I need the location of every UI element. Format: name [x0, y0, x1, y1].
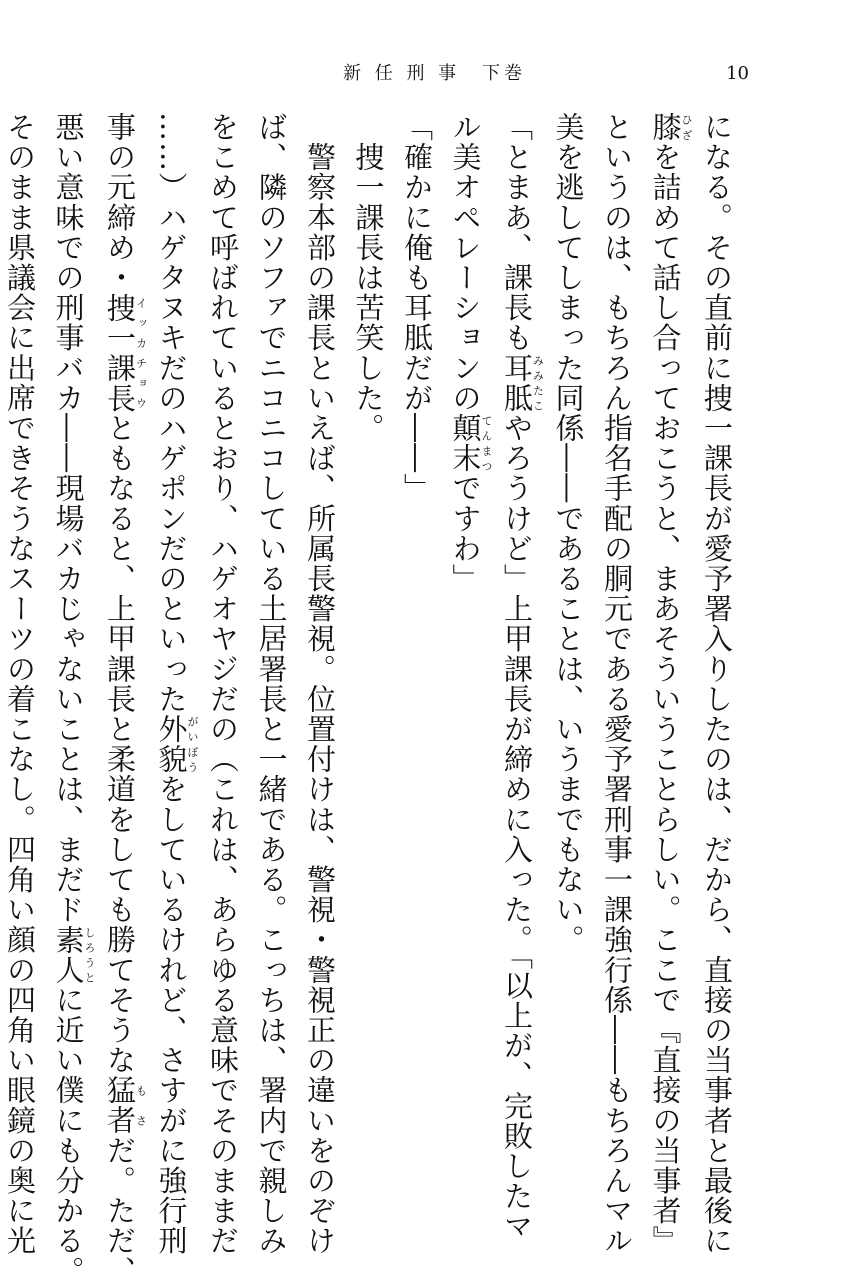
ruby-reading: もさ — [134, 1075, 148, 1136]
ruby-word — [51, 924, 96, 985]
ruby-reading: みみたこ — [531, 352, 545, 413]
ruby-base: 膝 — [648, 112, 683, 143]
ruby-word — [448, 413, 493, 474]
ruby-base: 捜一課長 — [103, 292, 137, 414]
text-run: 美を逃してしまった同係――であることは、いうまでもない。 — [551, 112, 586, 955]
ruby-word — [103, 1075, 148, 1136]
ruby-base: 素人 — [51, 924, 86, 985]
text-column — [393, 112, 442, 1112]
text-run: というのは、もちろん指名手配の胴元である愛予署刑事一課強行係――もちろんマル — [600, 112, 634, 1256]
text-run: 捜一課長は苦笑した。 — [351, 112, 386, 444]
ruby-word — [154, 714, 199, 775]
text-run: 「とまあ、課長も — [500, 112, 534, 353]
text-run: になる。その直前に捜一課長が愛予署入りしたのは、だから、直接の当事者と最後に — [700, 112, 734, 1256]
ruby-reading: しろうと — [83, 924, 96, 985]
text-column — [441, 112, 493, 1112]
book-title: 新 任 刑 事 下巻 — [343, 63, 527, 84]
text-column — [296, 112, 345, 1256]
text-run: 警察本部の課長といえば、所属長警視。位置付けは、警視・警視正の違いをのぞけ — [303, 112, 337, 1256]
text-run: ですわ」 — [448, 473, 483, 594]
text-column — [693, 112, 742, 1256]
text-column — [593, 112, 642, 1256]
ruby-word — [103, 292, 148, 414]
text-run: 「確かに俺も耳胝だが――」 — [400, 112, 434, 504]
text-run: 悪い意味での刑事バカ――現場バカじゃないことは、まだド — [51, 112, 86, 925]
text-column — [96, 112, 148, 1286]
text-column — [641, 112, 693, 1256]
text-column — [247, 112, 296, 1256]
page-number: 10 — [726, 63, 749, 84]
ruby-base: 耳胝 — [500, 352, 534, 414]
text-column — [544, 112, 593, 1112]
text-column — [344, 112, 393, 1112]
text-run: ル美オペレーションの — [448, 112, 483, 413]
text-column — [147, 112, 199, 1256]
ruby-reading: イッカチョウ — [134, 292, 148, 414]
text-run: やろうけど」上甲課長が締めに入った。「以上が、完敗したマ — [500, 413, 534, 1242]
text-run: だ。ただ、 — [103, 1135, 137, 1286]
text-column — [199, 112, 248, 1256]
ruby-base: 猛者 — [103, 1075, 137, 1136]
text-run: に近い僕にも分かる。 — [51, 984, 86, 1286]
text-run: ば、隣のソファでニコニコしている土居署長と一緒である。こっちは、署内で親しみ — [254, 112, 289, 1256]
text-run: を詰めて話し合っておこうと、まあそういうことらしい。ここで『直接の当事者』 — [648, 142, 683, 1256]
ruby-reading: がいぼう — [186, 714, 199, 775]
ruby-reading: てんまつ — [480, 413, 493, 474]
text-column — [493, 112, 545, 1242]
text-run: そのまま県議会に出席できそうなスーツの着こなし。四角い顔の四角い眼鏡の奥に光 — [3, 112, 37, 1256]
text-column — [0, 112, 44, 1256]
text-run: 事の元締め・ — [103, 112, 137, 293]
ruby-reading: ひざ — [680, 112, 693, 143]
ruby-word — [500, 352, 545, 414]
running-header — [0, 62, 841, 86]
text-run: ……）ハゲタヌキだのハゲポンだのといった — [154, 112, 189, 714]
text-run: をしているけれど、さすがに強行刑 — [154, 774, 189, 1256]
ruby-base: 顛末 — [448, 413, 483, 474]
text-column — [44, 112, 96, 1286]
ruby-base: 外貌 — [154, 714, 189, 775]
vertical-body-text — [3, 112, 741, 1286]
text-run: をこめて呼ばれているとおり、ハゲオヤジだの（これは、あらゆる意味でそのままだ — [206, 112, 240, 1256]
ruby-word — [648, 112, 693, 143]
text-run: ともなると、上甲課長と柔道をしても勝てそうな — [103, 413, 137, 1076]
